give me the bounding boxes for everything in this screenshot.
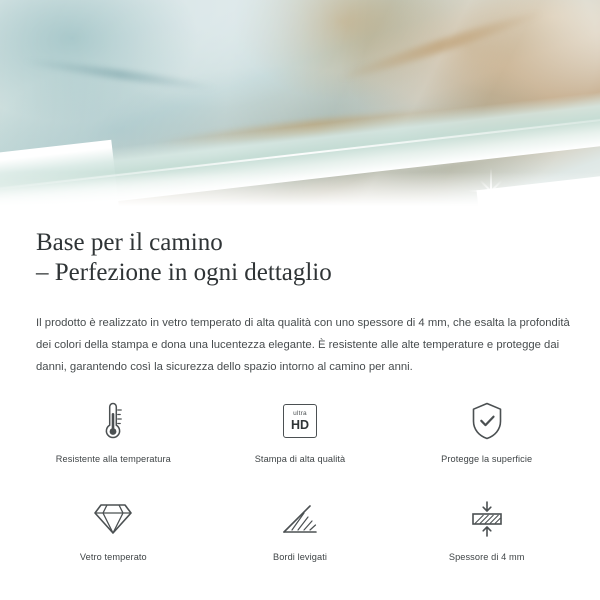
- feature-item-tempered-glass: [20, 496, 207, 562]
- feature-item-surface-protection: [393, 398, 580, 464]
- ultra-hd-badge-bottom: HD: [290, 417, 310, 432]
- product-description-text: Il prodotto è realizzato in vetro temperato di alta qualità con uno spessore di 4 mm, che esalta la profondità dei colori della stampa e dona una lucentezza elegante. È resistente alle alte temperature e protegge dai danni, garantendo così la sicurezza dello spazio intorno al camino per anni.: [36, 317, 570, 373]
- feature-label: Bordi levigati: [272, 552, 327, 562]
- page-title-line-2: – Perfezione in ogni dettaglio: [36, 259, 332, 286]
- feature-item-thickness: [393, 496, 580, 562]
- polished-edges-icon: [280, 496, 320, 542]
- thermometer-icon: [102, 398, 124, 444]
- diamond-icon: [93, 496, 133, 542]
- page-title-line-1: Base per il camino: [36, 229, 223, 256]
- ultra-hd-badge-top: ultra: [293, 410, 307, 417]
- feature-item-polished-edges: [207, 496, 394, 562]
- thickness-arrows-icon: [467, 496, 507, 542]
- ultra-hd-icon: [283, 398, 317, 444]
- page-title: [36, 228, 576, 288]
- feature-label: Resistente alla temperatura: [55, 454, 171, 464]
- feature-grid: [20, 398, 580, 562]
- feature-label: Stampa di alta qualità: [254, 454, 346, 464]
- shield-check-icon: [469, 398, 505, 444]
- feature-label: Spessore di 4 mm: [448, 552, 525, 562]
- feature-label: Vetro temperato: [79, 552, 147, 562]
- hero-image: [0, 0, 600, 212]
- feature-item-print-quality: [207, 398, 394, 464]
- hero-bottom-fade: [0, 172, 600, 212]
- feature-label: Protegge la superficie: [441, 454, 533, 464]
- feature-item-temperature: [20, 398, 207, 464]
